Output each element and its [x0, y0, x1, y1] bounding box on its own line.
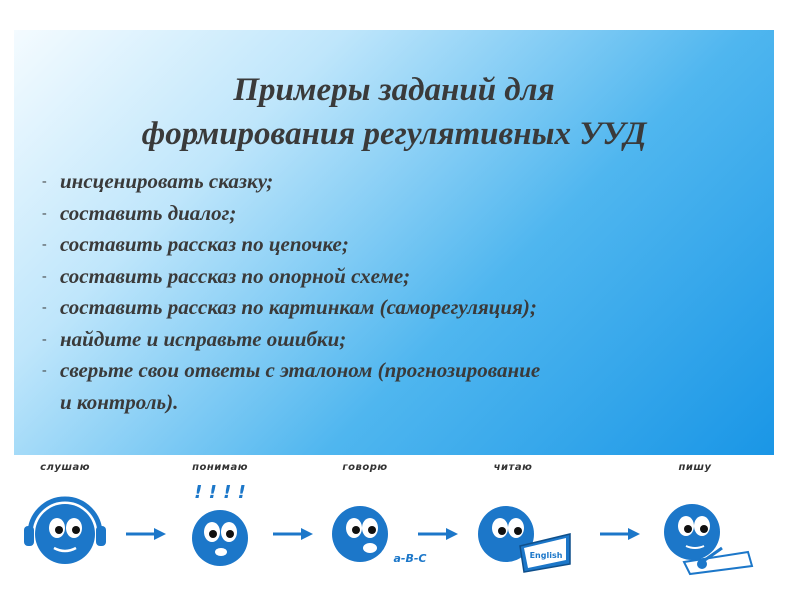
- step-listen: [10, 462, 120, 592]
- abc-text: a-B-C: [393, 552, 427, 565]
- title-line-2: формирования регулятивных УУД: [141, 116, 647, 152]
- list-item: - сверьте свои ответы с эталоном (прогнозирование: [42, 358, 541, 382]
- understanding-face-icon: [165, 476, 275, 586]
- writing-face-icon: [640, 476, 770, 586]
- step-label: читаю: [493, 462, 533, 473]
- book-text: English: [529, 551, 563, 560]
- arrow-right-icon: [273, 527, 313, 541]
- list-item-continuation: и контроль).: [60, 389, 179, 414]
- step-understand: [165, 462, 275, 592]
- exclamation-marks: ! ! ! !: [194, 482, 246, 503]
- step-label: говорю: [342, 462, 388, 473]
- list-item: - найдите и исправьте ошибки;: [42, 326, 347, 351]
- list-item: - составить рассказ по картинкам (саморегуляция);: [42, 295, 537, 319]
- arrow-right-icon: [418, 527, 458, 541]
- arrow-right-icon: [126, 527, 166, 541]
- slide-title: [14, 68, 774, 156]
- step-label: пишу: [678, 462, 712, 473]
- title-line-1: Примеры заданий для: [233, 72, 555, 108]
- list-item: - составить диалог;: [42, 200, 237, 225]
- step-write: [640, 462, 750, 592]
- list-item: - инсценировать сказку;: [42, 169, 274, 193]
- listening-face-icon: [10, 476, 120, 586]
- step-speak: [310, 462, 427, 592]
- step-label: слушаю: [40, 462, 90, 473]
- step-label: понимаю: [192, 462, 248, 473]
- step-read: [458, 462, 568, 592]
- task-list: [42, 166, 754, 418]
- activity-strip: [0, 462, 800, 600]
- slide-panel: [14, 30, 774, 455]
- reading-face-icon: [458, 476, 588, 586]
- list-item: - составить рассказ по опорной схеме;: [42, 263, 411, 288]
- list-item: - составить рассказ по цепочке;: [42, 232, 349, 256]
- arrow-right-icon: [600, 527, 640, 541]
